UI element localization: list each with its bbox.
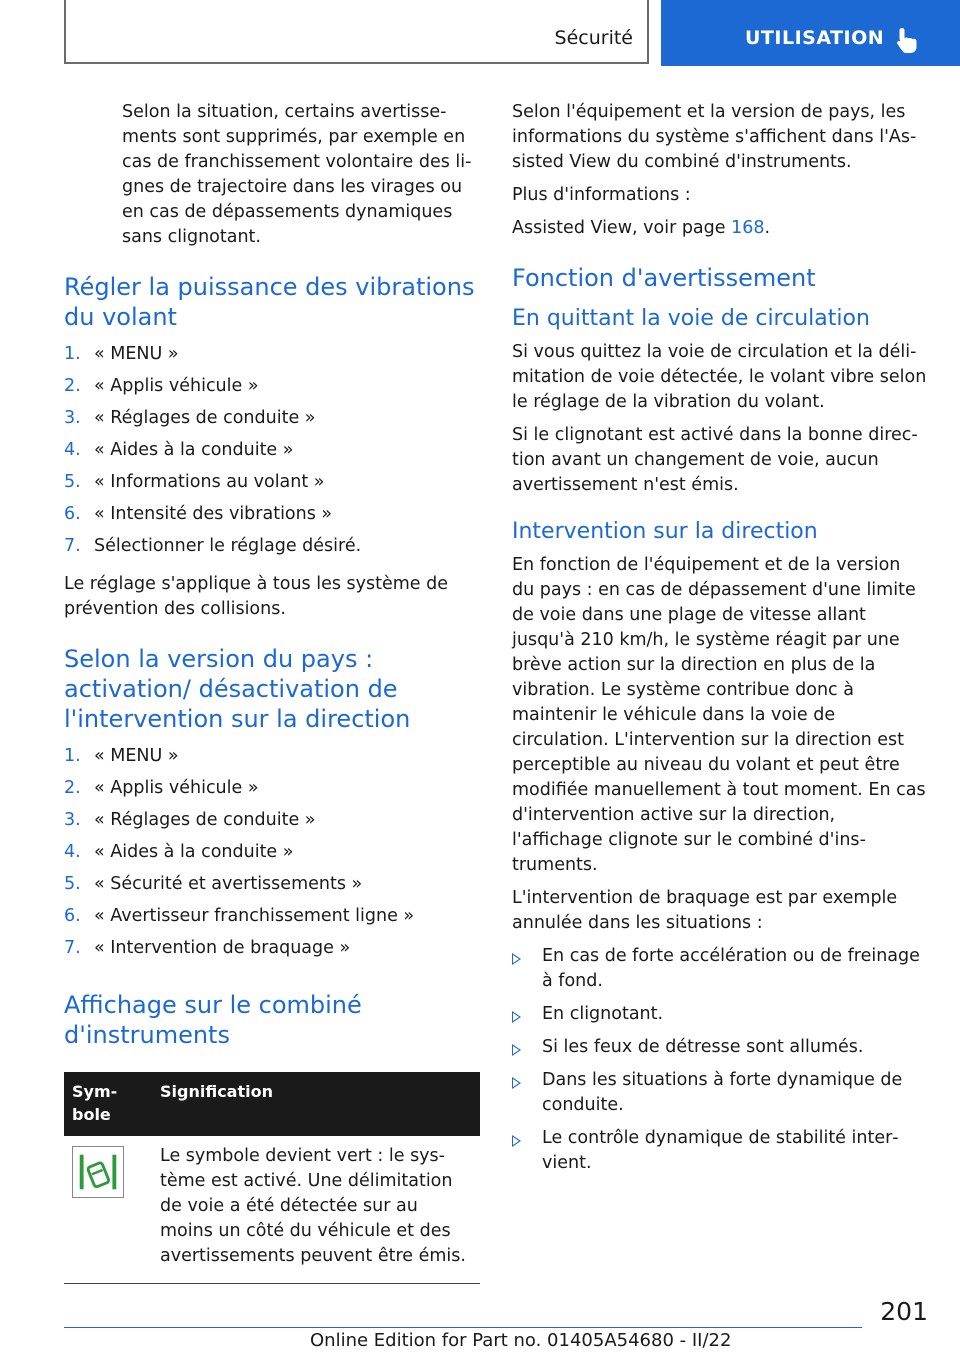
list-item (64, 470, 480, 502)
edition-text: Online Edition for Part no. 01405A54680 - II/22 (310, 1330, 732, 1351)
list-item (512, 1068, 928, 1118)
intervention-para-1: En fonction de l'équipement et de la version du pays : en cas de dépassement d'une limite de voie dans une plage de vitesse allant jusqu'à 210 km/h, le système réagit par une brève action sur la direction en plus de la vibration. Le système contribue donc à maintenir le véhicule dans la voie de circulation. L'intervention sur la direction est perceptible au niveau du volant et peut être modifiée manuellement à tout moment. En cas d'intervention active sur la direction, l'affichage clignote sur le combiné d'instruments. (512, 555, 926, 875)
list-item (64, 904, 480, 936)
step-text: « Applis véhicule » (94, 778, 259, 798)
table-header-symbol: Symbole (64, 1072, 152, 1136)
list-item (64, 374, 480, 406)
chapter-title: UTILISATION (745, 27, 885, 49)
step-text: « Aides à la conduite » (94, 842, 294, 862)
step-number: 3. (64, 408, 81, 428)
bullet-text: Le contrôle dynamique de stabilité intervient. (542, 1128, 899, 1173)
step-text: « Applis véhicule » (94, 376, 259, 396)
right-column (512, 100, 928, 1184)
list-item (512, 1002, 928, 1027)
header-chapter-tab[interactable] (661, 0, 960, 66)
left-column (64, 100, 480, 1284)
step-number: 6. (64, 504, 81, 524)
list-item (512, 1126, 928, 1176)
table-header-row (64, 1072, 480, 1136)
step-number: 7. (64, 938, 81, 958)
triangle-bullet-icon (512, 953, 521, 965)
step-text: « Avertisseur franchissement ligne » (94, 906, 415, 926)
triangle-bullet-icon (512, 1135, 521, 1147)
triangle-bullet-icon (512, 1011, 521, 1023)
heading-fonction: Fonction d'avertissement (512, 264, 816, 292)
footer-divider (64, 1327, 862, 1328)
ref-suffix: . (764, 218, 771, 238)
list-item (64, 534, 480, 566)
more-info-label: Plus d'informations : (512, 185, 691, 205)
step-text: « Réglages de conduite » (94, 810, 316, 830)
list-item (64, 502, 480, 534)
list-item (512, 1035, 928, 1060)
list-item (64, 744, 480, 776)
step-number: 3. (64, 810, 81, 830)
ref-prefix: Assisted View, voir page (512, 218, 732, 238)
hand-pointer-icon (895, 26, 919, 54)
table-header-meaning: Signification (152, 1072, 480, 1136)
list-item (512, 944, 928, 994)
step-text: « Informations au volant » (94, 472, 325, 492)
heading-affichage: Affichage sur le combiné d'instruments (64, 991, 362, 1049)
step-number: 2. (64, 376, 81, 396)
step-text: « Intensité des vibrations » (94, 504, 333, 524)
bullet-text: Dans les situations à forte dynamique de conduite. (542, 1070, 903, 1115)
list-item (64, 872, 480, 904)
table-cell-symbol (64, 1136, 152, 1284)
step-number: 1. (64, 746, 81, 766)
triangle-bullet-icon (512, 1044, 521, 1056)
step-number: 4. (64, 842, 81, 862)
assisted-view-para: Selon l'équipement et la version de pays, les informations du système s'affichent dans l'Assisted View du combiné d'instruments. (512, 102, 917, 172)
step-text: « MENU » (94, 344, 179, 364)
note-vibration: Le réglage s'applique à tous les système de prévention des collisions. (64, 574, 449, 619)
bullet-text: En cas de forte accélération ou de freinage à fond. (542, 946, 920, 991)
steps-vibration-list (64, 342, 480, 566)
step-number: 7. (64, 536, 81, 556)
list-item (64, 808, 480, 840)
steps-activation-list (64, 744, 480, 968)
page-168-link[interactable]: 168 (731, 218, 765, 238)
heading-activation: Selon la version du pays : activation/ désactivation de l'intervention sur la direction (64, 645, 411, 733)
heading-intervention: Intervention sur la direction (512, 519, 818, 544)
list-item (64, 438, 480, 470)
list-item (64, 840, 480, 872)
table-row (64, 1136, 480, 1284)
assisted-view-ref (512, 216, 928, 241)
triangle-bullet-icon (512, 1077, 521, 1089)
list-item (64, 406, 480, 438)
intro-note: Selon la situation, certains avertissements sont supprimés, par exemple en cas de franchissement volontaire des lignes de trajectoire dans les virages ou en cas de dépassements dynamiques sans clignotant. (122, 102, 472, 247)
step-number: 5. (64, 472, 81, 492)
step-text: « Intervention de braquage » (94, 938, 351, 958)
header-section-box (64, 0, 649, 64)
step-text: Sélectionner le réglage désiré. (94, 536, 362, 556)
table-cell-meaning: Le symbole devient vert : le système est activé. Une délimitation de voie a été détectée sur au moins un côté du véhicule et des avertissements peuvent être émis. (160, 1146, 466, 1266)
step-text: « Sécurité et avertissements » (94, 874, 363, 894)
quittant-para-2: Si le clignotant est activé dans la bonne direction avant un changement de voie, aucun avertissement n'est émis. (512, 425, 918, 495)
step-number: 6. (64, 906, 81, 926)
step-text: « Aides à la conduite » (94, 440, 294, 460)
step-number: 2. (64, 778, 81, 798)
intervention-para-2: L'intervention de braquage est par exemple annulée dans les situations : (512, 888, 898, 933)
heading-vibration: Régler la puissance des vibrations du volant (64, 273, 475, 331)
list-item (64, 936, 480, 968)
symbol-table (64, 1072, 480, 1284)
situations-list (512, 944, 928, 1176)
section-title: Sécurité (554, 27, 633, 49)
step-text: « MENU » (94, 746, 179, 766)
quittant-para-1: Si vous quittez la voie de circulation et la délimitation de voie détectée, le volant vibre selon le réglage de la vibration du volant. (512, 342, 927, 412)
step-number: 1. (64, 344, 81, 364)
step-number: 5. (64, 874, 81, 894)
bullet-text: Si les feux de détresse sont allumés. (542, 1037, 864, 1057)
list-item (64, 776, 480, 808)
heading-quittant: En quittant la voie de circulation (512, 306, 870, 331)
list-item (64, 342, 480, 374)
bullet-text: En clignotant. (542, 1004, 664, 1024)
step-number: 4. (64, 440, 81, 460)
page-number: 201 (880, 1297, 928, 1326)
lane-assist-active-icon (72, 1146, 124, 1198)
step-text: « Réglages de conduite » (94, 408, 316, 428)
